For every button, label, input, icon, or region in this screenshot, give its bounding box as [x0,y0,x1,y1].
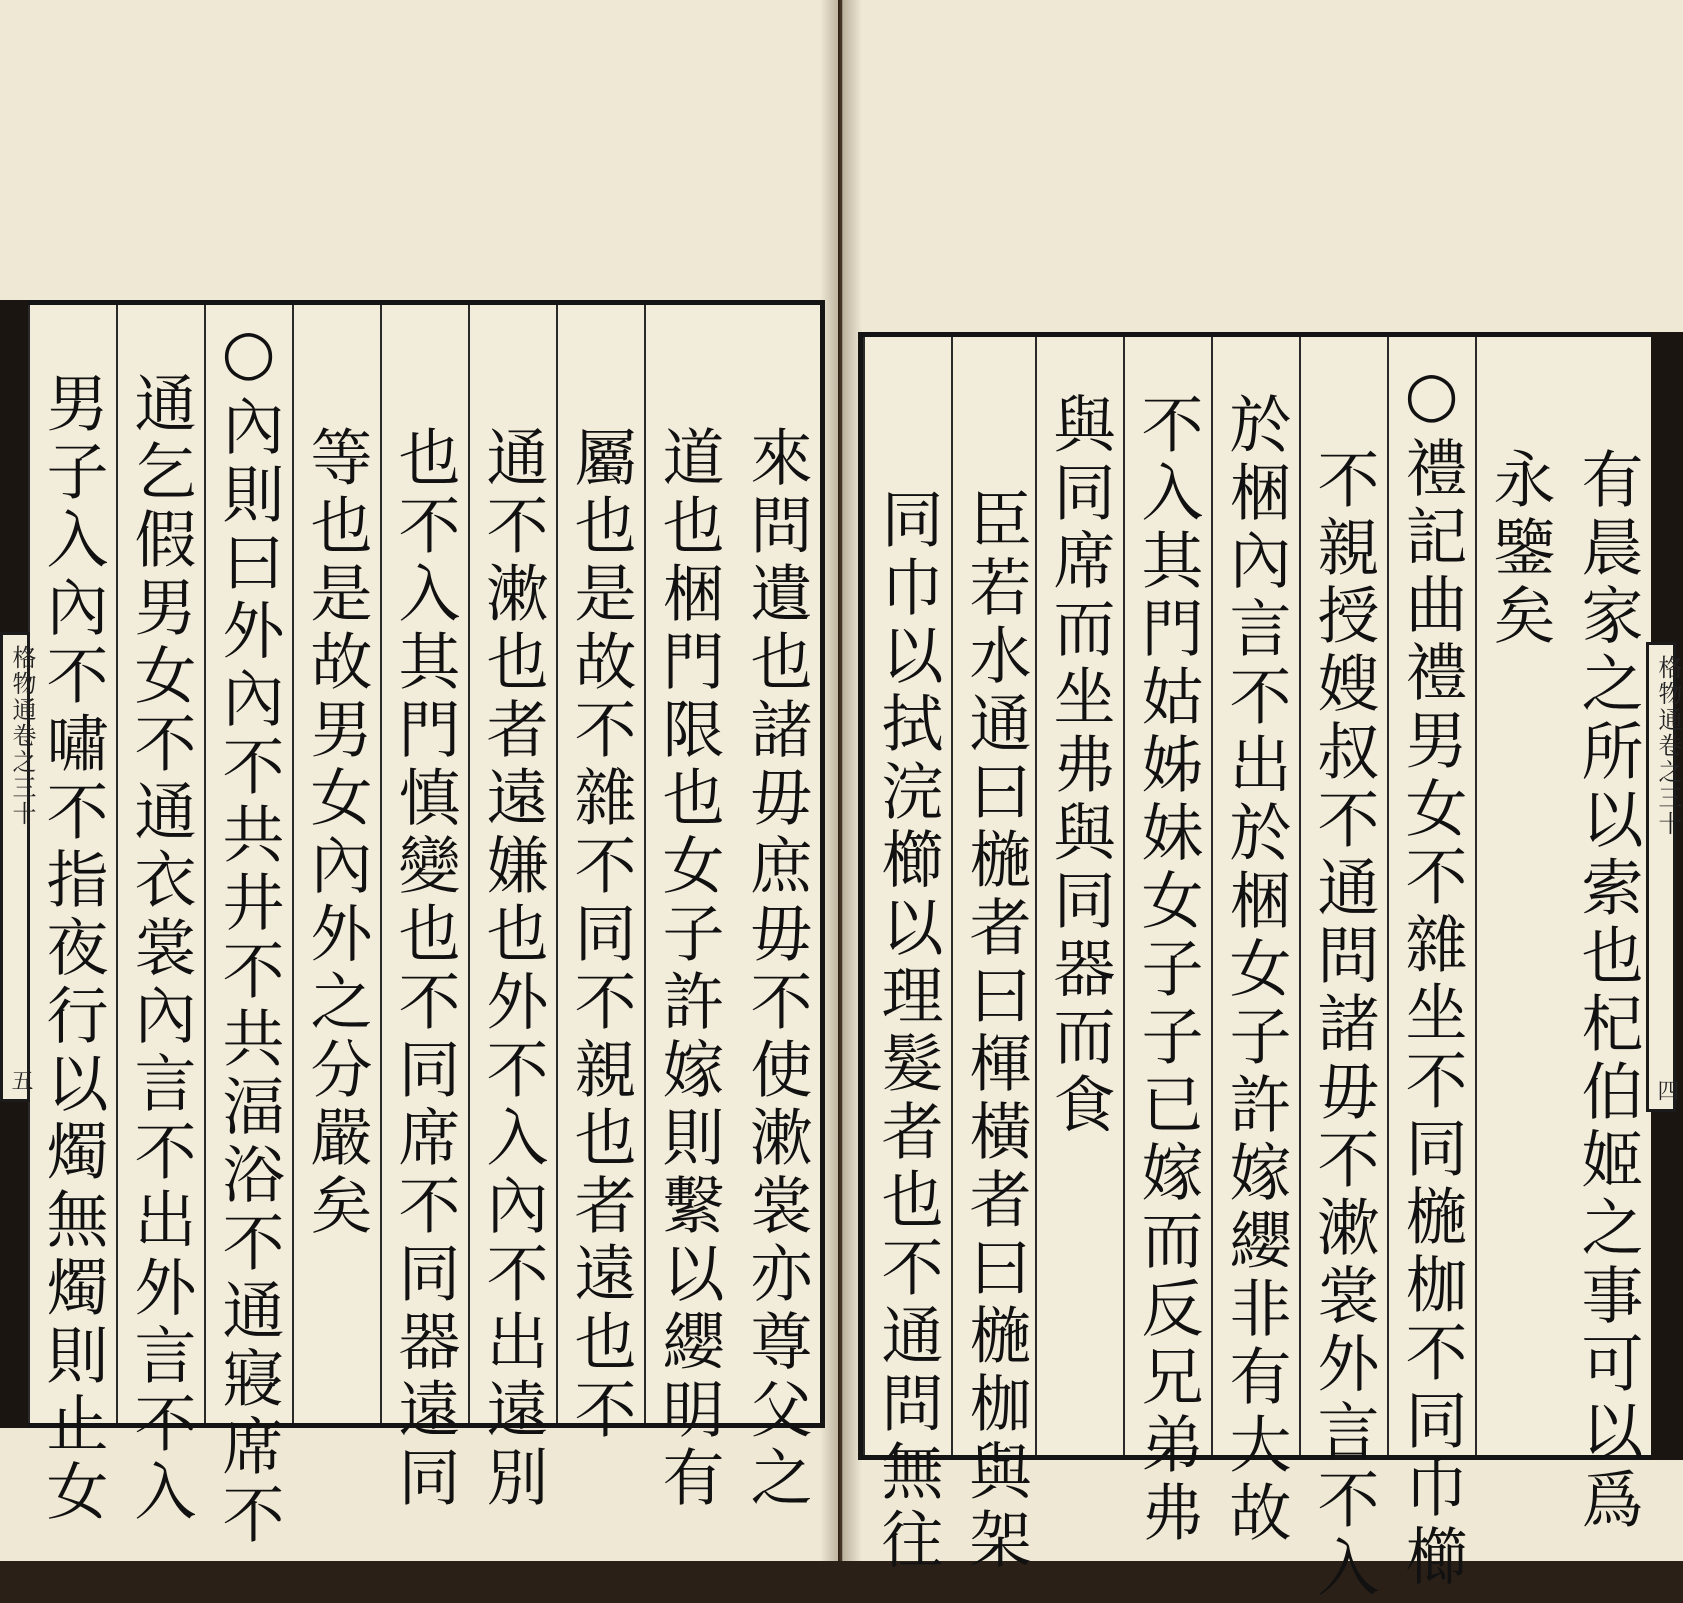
right-banner [1646,642,1682,1112]
left-column-1-text: 來問遺也諸毋庶毋不使漱裳亦尊父之 [740,425,813,1513]
left-column-5-text: 也不入其門慎變也不同席不同器遠同 [388,425,461,1513]
left-column-2-text: 道也梱門限也女子許嫁則繫以纓明有 [652,425,725,1513]
right-column-7-text: 與同席而坐弗與同器而食 [1043,392,1116,1140]
right-column-3-text: ○禮記曲禮男女不雜坐不同椸枷不同巾櫛 [1395,357,1468,1592]
left-banner-page-number: 五 [8,1069,33,1091]
right-column-9 [863,337,951,1575]
left-column-7 [204,305,292,1550]
right-column-4 [1299,337,1387,1603]
left-column-8 [116,305,204,1527]
right-column-6 [1123,337,1211,1548]
right-column-2-text: 永鑒矣 [1483,447,1556,651]
left-column-2 [644,305,732,1513]
left-column-3 [556,305,644,1445]
left-column-4-text: 通不漱也者遠嫌也外不入內不出遠別 [476,425,549,1513]
right-column-6-text: 不入其門姑姊妹女子子已嫁而反兄弟弗 [1131,392,1204,1548]
right-column-8-text: 臣若水通曰椸者曰楎橫者曰椸枷與架 [959,487,1032,1575]
right-column-1-text: 有晨家之所以索也杞伯姬之事可以爲 [1571,447,1644,1535]
right-column-3 [1387,337,1475,1592]
left-column-7-text: ○內則曰外內不共井不共湢浴不通寢席不 [212,315,285,1550]
left-text-block [28,300,825,1550]
right-text-block [858,332,1651,1603]
left-page [0,0,838,1561]
right-column-2 [1475,337,1563,1455]
right-column-5-text: 於梱內言不出於梱女子許嫁纓非有大故 [1219,392,1292,1548]
left-column-6 [292,305,380,1423]
right-column-8 [951,337,1039,1575]
right-column-4-text: 不親授嫂叔不通問諸毋不漱裳外言不入 [1307,447,1380,1603]
left-column-4 [468,305,556,1513]
left-column-9 [28,305,116,1527]
left-column-6-text: 等也是故男女內外之分嚴矣 [300,425,373,1241]
left-column-5 [380,305,468,1513]
right-column-1 [1563,337,1651,1535]
book-gutter [820,0,862,1561]
right-column-7 [1035,337,1123,1455]
right-column-5 [1211,337,1299,1548]
right-banner-page-number: 四 [1654,1079,1679,1101]
left-column-9-text: 男子入內不嘯不指夜行以燭無燭則止女 [36,371,109,1527]
left-column-1 [732,305,820,1513]
right-banner-title: 格物通卷之三十 [1654,655,1682,837]
left-banner [0,632,36,1102]
left-banner-title: 格物通卷之三十 [8,645,36,827]
left-column-3-text: 屬也是故不雜不同不親也者遠也不 [564,425,637,1445]
left-column-8-text: 通乞假男女不通衣裳內言不出外言不入 [124,371,197,1527]
right-column-9-text: 同巾以拭浣櫛以理髮者也不通問無往 [871,487,944,1575]
